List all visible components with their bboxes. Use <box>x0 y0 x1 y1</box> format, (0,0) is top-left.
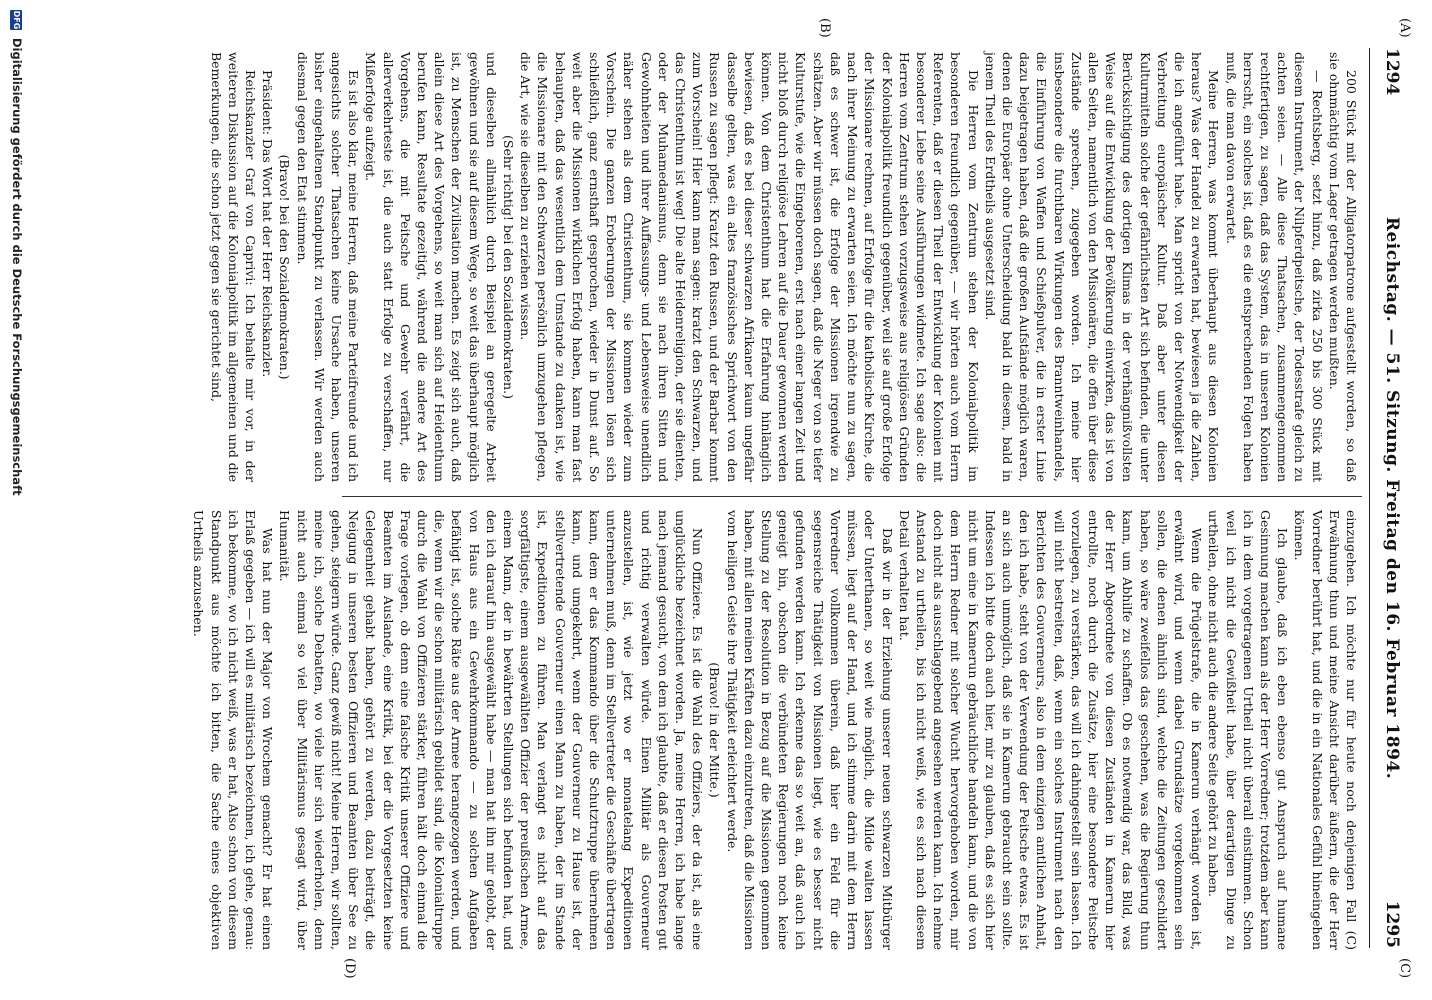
paragraph: Nun Offiziere. Es ist die Wahl des Offiziers, der da ist, als eine unglückliche bezeichnet worden. Ja, meine Herren, ich habe lange nach jemand gesucht, von dem ich glaubte, daß er diesen Posten gut und richtig verwalten würde. Einen Militär als Gouverneur anzustellen, ist, wie jetzt wo er monatelang Expeditionen unternehmen muß, denn im Stellvertreter die Geschäfte übertragen kann, dem er das Kommando über die Schutztruppe übernehmen kann, und umgekehrt, wenn der Gouverneur zu Hause ist, der stellvertretende Gouverneur einen Mann zu haben, der im Stande ist, Expeditionen zu führen. Man verlangt es nicht auf das sorgfältigste, einem ausgewählten Offizier der preußischen Armee, einem Mann, der in bewährten Stellungen sich befunden hat, und den ich darauf hin ausgewählt habe — man hat ihn mir gelobt, der von Haus aus ein Gewehrkommando — zu solchen Aufgaben befähigt ist, solche Räte aus der Armee herangezogen werden, und die, wenn wir die schon militärisch gebildet sind, die Kolonialtruppe durch die Wahl von Offizieren stärker, führen hält doch einmal die Frage vorlegen, ob denn eine falsche Kritik unserer Offiziere und Beamten im Auslande, eine Kritik, bei der die Vorgesetzten keine Gelegenheit gehabt haben, gehört zu werden, dazu beiträgt, die Neigung in unseren besten Offizieren und Beamten über See zu gehen, steigern würde. Ganz gewiß nicht! Meine Herren, wir sollten, meine ich, solche Debatten, wo viele hier sich wiederholen, denn nicht auch einmal so viel über Militärismus gesagt wird, über Humanität. <box>277 510 706 950</box>
left-column <box>208 52 1360 482</box>
footer-text: Digitalisierung gefördert durch die Deutsche Forschungsgemeinschaft <box>10 38 24 496</box>
paragraph: einzugehen. Ich möchte nur für heute noch denjenigen Fall (C) Erwähnung thun und meine Ansicht darüber äußern, die der Herr Vorredner berührt hat, und die in ein Nationales Gefühl hineingehen können. <box>1292 510 1359 950</box>
page-number-left: 1294 <box>1382 48 1402 96</box>
stage-direction: (Sehr richtig! bei den Sozialdemokraten.) <box>501 135 517 399</box>
header-rule <box>1369 48 1370 948</box>
dfg-logo-icon: DFG <box>12 10 22 30</box>
speaker-line: Reichskanzler Graf von Caprivi: Ich behalte mir vor, in der weiteren Diskussion auf die Kolonialpolitik im allgemeinen und die Bemerkungen, die schon jetzt gegen sie gerichtet sind, <box>208 52 258 482</box>
column-divider <box>342 496 1362 497</box>
margin-marker-b: (B) <box>817 18 832 38</box>
paragraph: Die Herren vom Zentrum stehen der Kolonialpolitik im besonderen freundlich gegenüber, — wir hörten auch vom Herrn Referenten, daß er diesen Theil der Entwicklung der Kolonien mit besonderer Liebe seine Ausführungen widmete. Ich sage also: die Herren vom Zentrum stehen vorzugsweise aus religiösen Gründen der Kolonialpolitik freundlich gegenüber, weil sie auf große Erfolge der Missionare rechnen, auf Erfolge für die katholische Kirche, die nach ihrer Meinung zu erwarten seien. Ich möchte nun zu sagen, daß es schwer ist, die Erfolge der Missionen irgendwie zu schätzen. Aber wir müssen doch sagen, daß die Neger von so tiefer Kulturstufe, wie die Eingeborenen, erst nach einer langen Zeit und nicht bloß durch religiöse Lehren auf die Dauer gewonnen werden können. Von dem Christenthum hat die Erfahrung hinlänglich bewiesen, daß es bei dieser schwarzen Afrikaner kaum ungefähr dasselbe gelten, was ein altes französisches Sprichwort von den Russen zu sagen pflegt: Kratzt den Russen, und der Barbar kommt zum Vorschein! Hier kann man sagen: kratzt den Schwarzen, und das Christenthum ist weg! Die alte Heidenreligion, der sie dienten, oder der Muhamedanismus, denn sie nach ihren Sitten und Gewohnheiten und ihrer Auffassungs- und Lebensweise unendlich näher stehen als dem Christenthum, sie kommen wieder zum Vorschein. Die ganzen Eroberungen der Missionen lösen sich schließlich, ganz ernsthaft gesprochen, wieder in Dunst auf. So weit aber die Missionen wirklichen Erfolg haben, kann man fast behaupten, daß das wesentlich dem Umstande zu danken ist, wie die Missionare mit den Schwarzen persönlich umzugehen pflegen, die Art, wie sie dieselben zu erziehen wissen. <box>518 52 981 482</box>
paragraph: Was hat nun der Major von Wrochem gemacht? Er hat einen Erlaß gegeben — ich will es militärisch bezeichnen, ich gehe, genau: ich bekomme, wo ich nicht weiß, was er hat, Also schon von diesem Standpunkt aus möchte ich bitten, die Sache eines objektiven Urtheils anzusehen. <box>191 510 276 950</box>
digitization-footer <box>6 10 24 990</box>
margin-marker-d: (D) <box>342 958 357 979</box>
stage-direction: (Bravo! bei den Sozialdemokraten.) <box>277 154 293 380</box>
paragraph: und dieselben allmählich durch Beispiel an geregelte Arbeit gewöhnen und sie auf diesem Wege, so weit das überhaupt möglich ist, zu Menschen der Zivilisation machen. Es zeigt sich auch, daß allein diese Art des Vorgehens, so weit man sich auf Heidenthum berufen kann, Resultate gezeitigt, während die andere Art des Vorgehens, die mit Peitsche und Gewehr verfährt, die allerverkehrteste ist, die auch statt Erfolge zu verschaffen, nur Mißerfolge aufzeigt. <box>363 52 499 482</box>
page-header <box>1364 48 1424 948</box>
speaker-line: Präsident: Das Wort hat der Herr Reichskanzler. <box>260 70 276 378</box>
paragraph: Es ist also klar, meine Herren, daß meine Parteifreunde und ich angesichts solcher Thatsachen keine Ursache haben, unseren bisher eingehaltenen Standpunkt zu verlassen. Wir werden auch diesmal gegen den Etat stimmen. <box>294 52 362 482</box>
paragraph: 200 Stück mit der Alligatorpatrone aufgestellt worden, so daß sie ohnmächtig vom Lager getragen werden mußten. <box>1326 52 1359 482</box>
paragraph: Ich glaube, daß ich eben ebenso gut Anspruch auf humane Gesinnung machen kann als der Herr Vorredner; trotzdem aber kann ich in dem vorgetragenen Urtheil nicht überall einstimmen. Schon weil ich nicht die Gewißheit habe, über derartigen Dinge zu urtheilen, ohne nicht auch die andere Seite gehört zu haben. <box>1206 510 1291 950</box>
paragraph: Wenn die Prügelstrafe, die in Kamerun verhängt worden ist, erwähnt wird, und wenn dabei Grundsätze vorgekommen sein sollen, die denen ähnlich sind, welche die Zeitungen geschildert haben, so wäre zweifellos das geschehen, was die Regierung thun kann, um Abhilfe zu schaffen. Ob es notwendig war, das Bild, was der Herr Abgeordnete von diesen Zuständen in Kamerun hier entrollte, noch durch die Zusätze, hier eine besondere Peitsche vorzulegen, zu verstärken, das will ich dahingestellt sein lassen. Ich will nicht bestreiten, daß, wenn ein solches Instrument nach den Berichten des Gouverneurs, also in dem einzigen amtlichen Anhalt, den ich habe, steht von der Verwendung der Peitsche etwas. Es ist an sich auch unmöglich, daß sie in Kamerun gebraucht sein sollte. Indessen ich bitte doch auch hier, mir zu glauben, daß es sich hier nicht um eine in Kamerun gebräuchliche handeln kann, und die von dem Herrn Redner mit solcher Wucht hervorgehoben worden, mir doch nicht als ausschlaggebend angesehen werden kann. Ich nehme Anstand zu urtheilen, bis ich nicht weiß, wie es sich nach diesem Detail verhalten hat. <box>896 510 1205 950</box>
paragraph: Daß wir in der Erziehung unserer neuen schwarzen Mitbürger oder Unterthanen, so weit wie möglich, die Milde walten lassen müssen, liegt auf der Hand, und ich stimme darin mit dem Herrn Vorredner vollkommen überein, daß hier ein Feld für die segensreiche Thätigkeit von Missionen liegt, wie es besser nicht gefunden werden kann. Ich erkenne das so weit an, daß auch ich geneigt bin, obschon die verbündeten Regierungen noch keine Stellung zu der Resolution in Bezug auf die Missionen genommen haben, mit allen meinen Kräften dazu einzutreten, daß die Missionen vom heiligen Geiste ihre Thätigkeit erleichtert werde. <box>724 510 895 950</box>
stage-direction: (Bravo! in der Mitte.) <box>707 662 723 798</box>
page-number-right: 1295 <box>1382 900 1402 948</box>
running-title: Reichstag. — 51. Sitzung. Freitag den 16. Februar 1894. <box>1382 216 1402 780</box>
right-column <box>191 510 1360 950</box>
paragraph: — Rechtsberg, setzt hinzu, daß zirka 250 bis 300 Stück mit diesem Instrument, der Nilpferdpeitsche, der Todesstrafe gleich zu achten seien. — Alle diese Thatsachen, zusammengenommen rechtfertigen, zu sagen, daß das System, das in unseren Kolonien herrscht, ein solches ist, daß es die entsprechenden Folgen haben muß, die man davon erwartet. <box>1223 52 1325 482</box>
margin-marker-c: (C) <box>1397 958 1412 979</box>
margin-marker-a: (A) <box>1397 18 1412 38</box>
paragraph: Meine Herren, was kommt überhaupt aus diesen Kolonien heraus? Was der Handel zu erwarten hat, bewiesen ja die Zahlen, die ich angeführt habe. Man spricht von der Notwendigkeit der Verbreitung europäischer Kultur. Daß aber unter diesen Kulturmitteln solche der gefährlichsten Art sich befinden, die unter Berücksichtigung des dortigen Klimas in der verhängnißvollsten Weise auf die Entwicklung der Bevölkerung einwirken, das ist von allen Seiten, namentlich von den Missionären, die offen über diese Zustände sprechen, zugegeben worden. Ich meine hier insbesondere die furchtbaren Wirkungen des Branntweinhandels, die Einführung von Waffen und Schießpulver, die in erster Linie dazu beigetragen haben, daß die großen Aufstände möglich waren, denen die Europäer ohne Unterscheidung bald in diesem, bald in jenem Theil des Erdtheils ausgesetzt sind. <box>982 52 1222 482</box>
